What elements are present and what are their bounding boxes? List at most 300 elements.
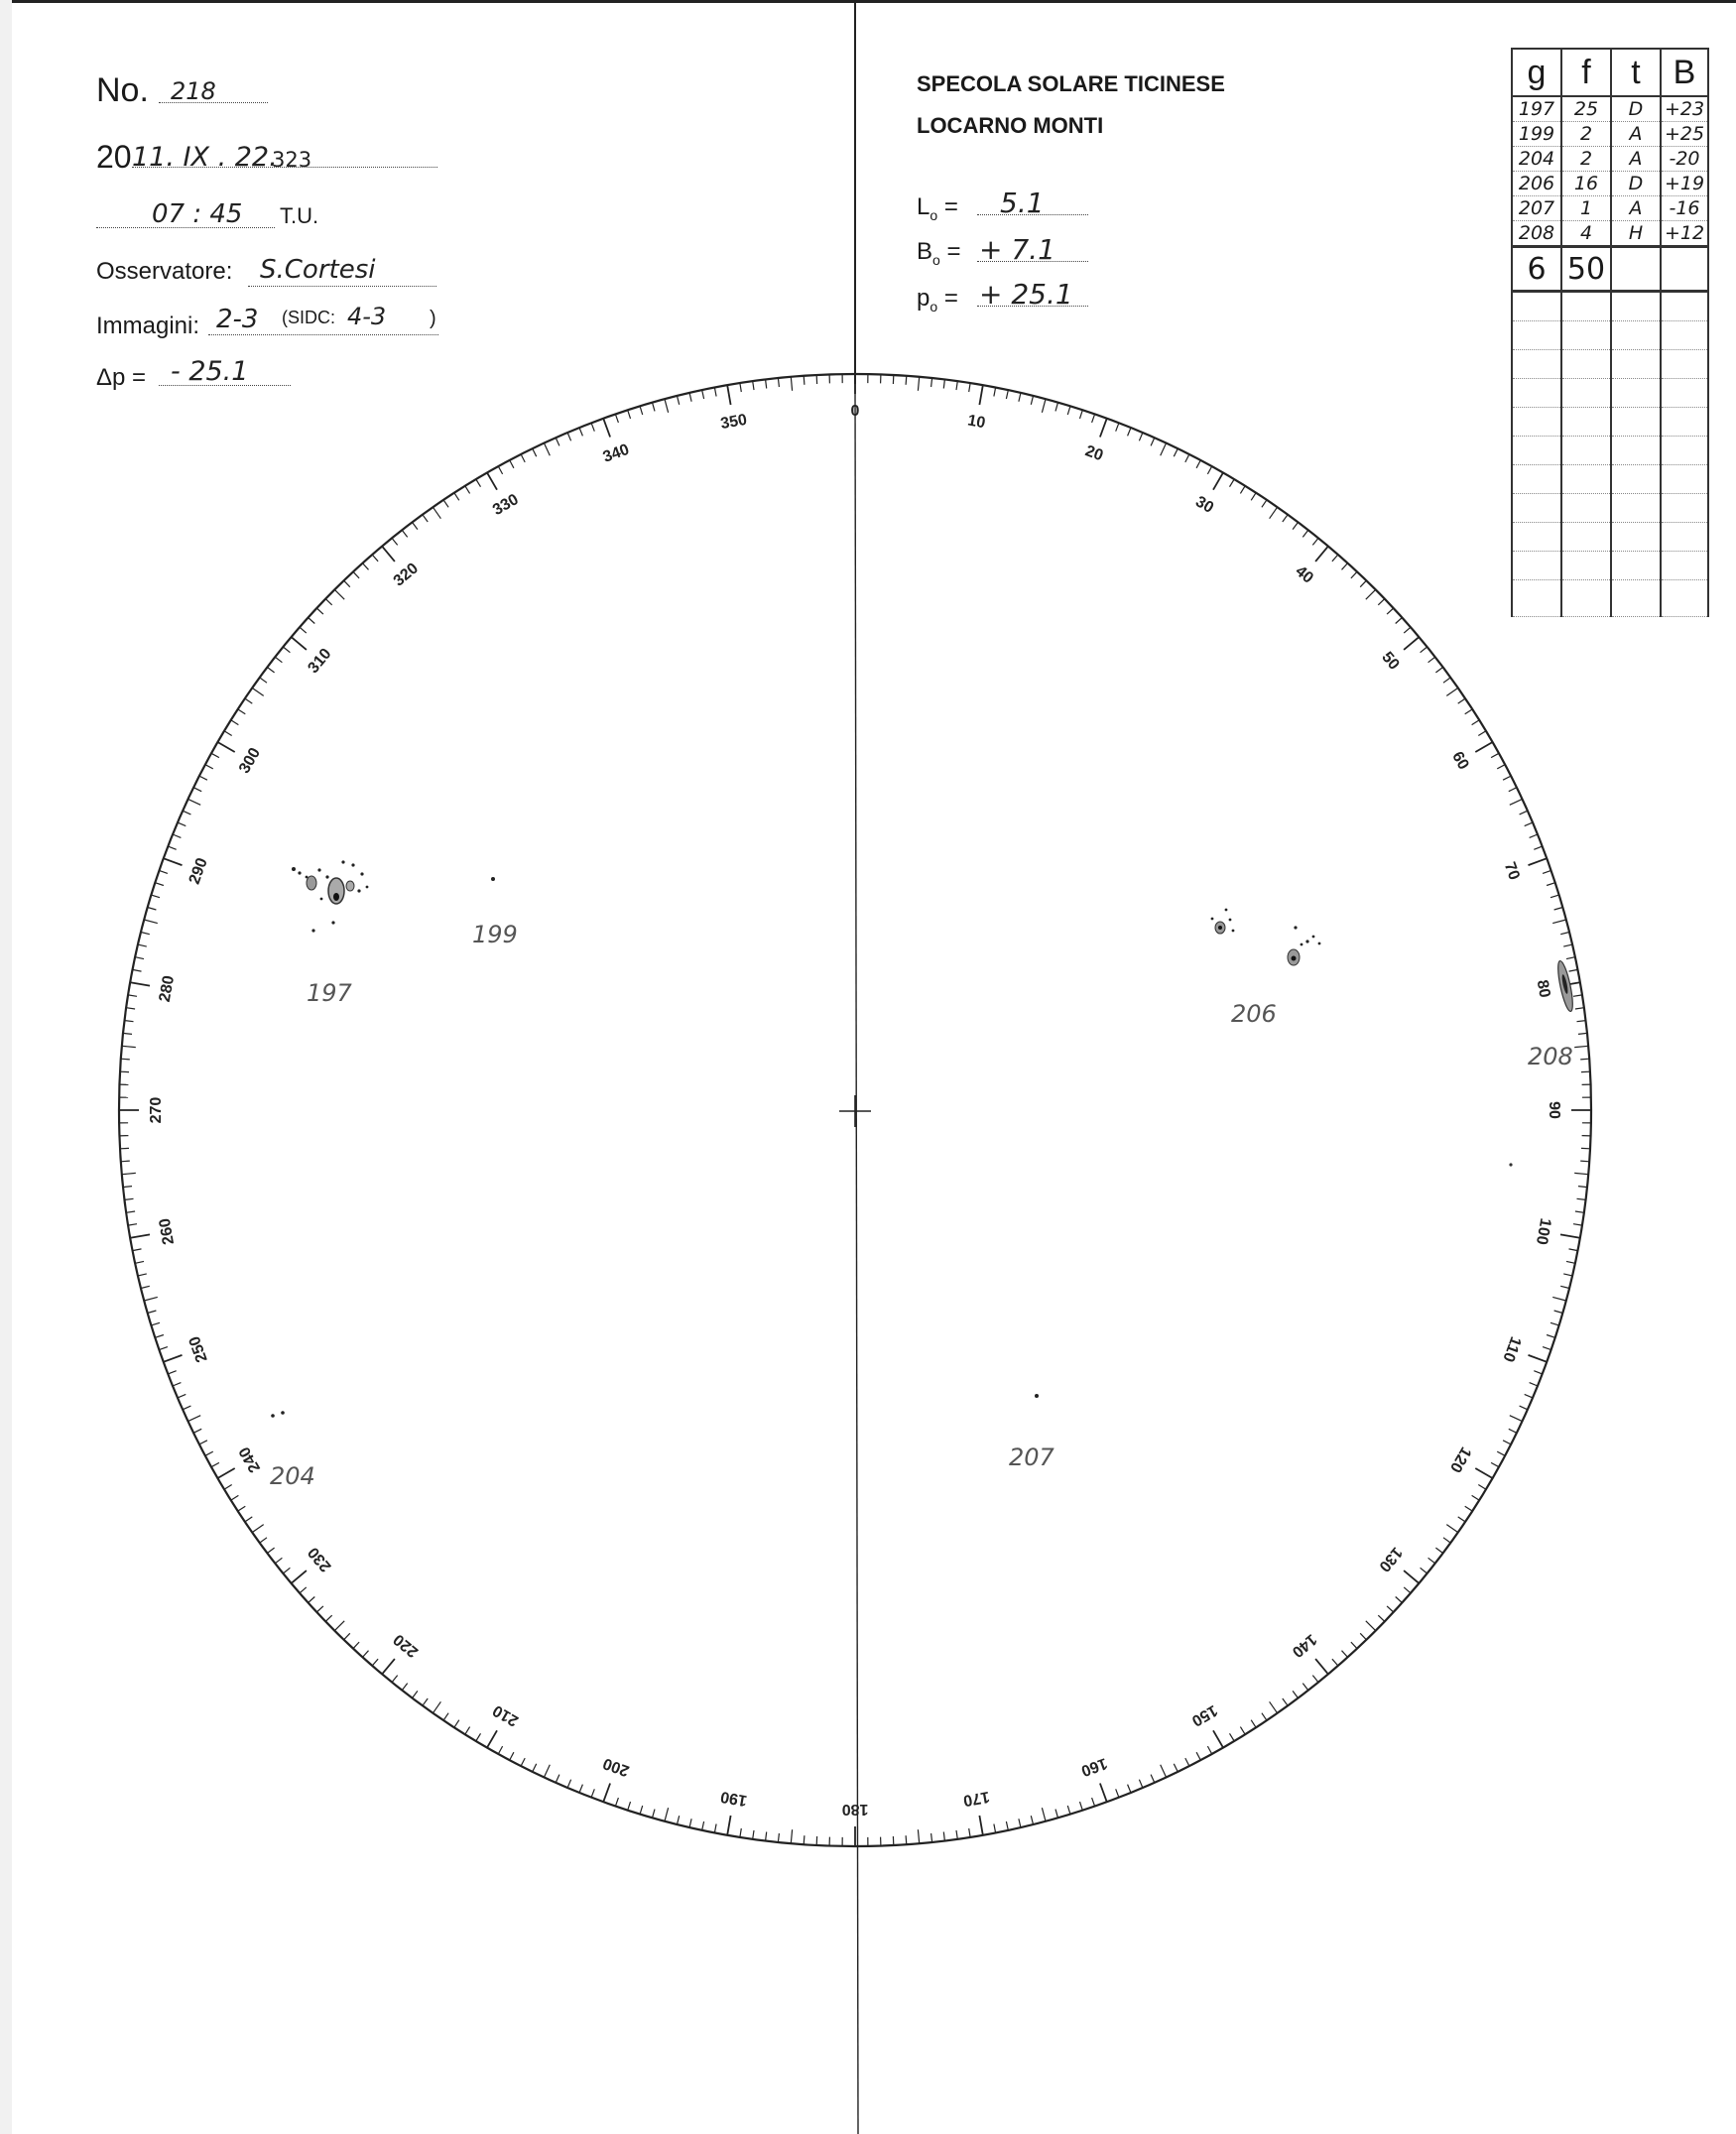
angle-tick: [283, 647, 290, 653]
angle-tick: [969, 383, 970, 392]
angle-tick: [193, 788, 201, 792]
angle-tick: [1366, 1621, 1376, 1631]
angle-tick: [567, 433, 571, 440]
angle-tick: [141, 1286, 150, 1288]
angle-tick: [128, 1224, 137, 1225]
angle-tick: [640, 1806, 643, 1815]
lo-value: 5.1: [1000, 187, 1045, 219]
angle-tick: [1566, 957, 1575, 959]
angle-label: 340: [600, 440, 632, 466]
angle-tick: [1404, 1587, 1411, 1593]
angle-tick: [1302, 1684, 1308, 1691]
angle-tick: [918, 1829, 919, 1843]
angle-tick: [363, 564, 369, 570]
cell-t: H: [1611, 221, 1661, 247]
angle-label: 20: [1082, 442, 1106, 465]
angle-tick: [433, 1701, 440, 1713]
angle-tick: [1067, 406, 1070, 415]
angle-tick: [1554, 1311, 1563, 1314]
angle-label: 280: [156, 974, 179, 1004]
angle-tick: [465, 486, 470, 494]
angle-tick: [1475, 1468, 1492, 1478]
angle-tick: [1161, 443, 1167, 456]
angle-tick: [151, 895, 160, 898]
angle-tick: [231, 1495, 239, 1500]
angle-tick: [1543, 1347, 1551, 1350]
angle-tick: [316, 608, 323, 614]
angle-tick: [1520, 811, 1528, 815]
group-label-208: 208: [1528, 1043, 1573, 1070]
cell-g: 208: [1512, 221, 1561, 247]
angle-label: 170: [961, 1787, 991, 1810]
bo-param: $B_o$ =: [917, 238, 961, 268]
angle-tick: [168, 1371, 176, 1374]
cell-t: D: [1611, 172, 1661, 196]
angle-tick: [178, 1394, 186, 1398]
angle-tick: [344, 1633, 350, 1640]
angle-tick: [382, 1659, 395, 1674]
angle-tick: [791, 1829, 792, 1843]
cell-g: 206: [1512, 172, 1561, 196]
angle-tick: [392, 538, 398, 545]
angle-tick: [1006, 1821, 1008, 1830]
angle-tick: [1196, 1752, 1200, 1760]
date-value: 11. IX . 22.: [132, 142, 278, 173]
angle-tick: [702, 1821, 704, 1830]
angle-tick: [433, 507, 440, 519]
angle-tick: [1031, 396, 1033, 405]
angle-tick: [1547, 1335, 1555, 1338]
angle-tick: [1207, 1746, 1211, 1754]
angle-tick: [130, 982, 150, 985]
angle-tick: [1525, 822, 1533, 826]
angle-tick: [183, 1406, 190, 1410]
angle-tick: [1161, 1765, 1167, 1778]
angle-tick: [300, 1587, 307, 1593]
angle-tick: [1435, 668, 1442, 673]
angle-tick: [159, 870, 168, 873]
angle-tick: [199, 1441, 207, 1444]
angle-tick: [1428, 657, 1435, 663]
angle-tick: [138, 1274, 147, 1276]
angle-tick: [1019, 393, 1021, 402]
angle-tick: [994, 388, 996, 397]
angle-tick: [778, 1833, 779, 1842]
angle-tick: [454, 1720, 459, 1728]
angle-tick: [1491, 753, 1499, 757]
number-value: 218: [171, 77, 216, 105]
angle-label: 270: [148, 1096, 166, 1124]
angle-tick: [1475, 742, 1492, 752]
angle-tick: [476, 479, 481, 487]
sunspot-group-208: [1555, 960, 1576, 1013]
angle-label: 40: [1292, 563, 1316, 587]
angle-tick: [1421, 647, 1427, 653]
angle-tick: [231, 720, 239, 725]
angle-tick: [943, 1832, 944, 1841]
angle-tick: [994, 1824, 996, 1833]
cell-g: 197: [1512, 96, 1561, 122]
angle-tick: [402, 1684, 408, 1691]
angle-tick: [791, 377, 792, 391]
angle-tick: [292, 637, 307, 650]
angle-tick: [1342, 564, 1348, 570]
bo-value: + 7.1: [979, 233, 1055, 266]
angle-tick: [1116, 1789, 1119, 1797]
number-label: No.: [96, 71, 149, 109]
angle-tick: [727, 385, 730, 405]
angle-tick: [413, 522, 418, 529]
angle-tick: [125, 1021, 134, 1022]
angle-tick: [121, 1059, 130, 1060]
angle-tick: [1550, 1322, 1559, 1325]
angle-tick: [753, 1830, 754, 1839]
angle-tick: [1100, 1784, 1107, 1803]
angle-tick: [487, 1730, 497, 1747]
angle-tick: [1573, 1224, 1582, 1225]
angle-tick: [1139, 433, 1143, 440]
angle-tick: [454, 493, 459, 501]
angle-tick: [309, 1597, 315, 1603]
angle-tick: [238, 1506, 246, 1511]
angle-tick: [1055, 403, 1058, 412]
angle-tick: [1575, 1211, 1584, 1212]
angle-tick: [1351, 571, 1357, 578]
angle-tick: [1151, 1775, 1155, 1783]
angle-tick: [1207, 466, 1211, 474]
angle-tick: [188, 799, 201, 805]
angle-tick: [144, 920, 158, 924]
cell-g: 204: [1512, 147, 1561, 172]
angle-tick: [653, 1810, 656, 1819]
angle-label: 110: [1499, 1333, 1525, 1364]
angle-tick: [130, 1234, 150, 1237]
angle-tick: [199, 776, 207, 780]
angle-tick: [1251, 1720, 1256, 1728]
angle-tick: [193, 1429, 201, 1433]
angle-tick: [556, 438, 559, 445]
angle-tick: [1472, 720, 1480, 725]
group-label-204: 204: [270, 1462, 315, 1490]
date-fraction: 323: [272, 148, 312, 172]
angle-tick: [245, 698, 252, 703]
angle-tick: [1396, 618, 1403, 624]
angle-tick: [1443, 1538, 1450, 1543]
angle-tick: [1525, 1394, 1533, 1398]
angle-tick: [1293, 522, 1298, 529]
angle-tick: [702, 390, 704, 399]
cell-b: +23: [1661, 96, 1708, 122]
time-unit: T.U.: [280, 203, 319, 228]
angle-label: 180: [841, 1800, 869, 1818]
sidc-value: 4-3: [347, 303, 387, 330]
cell-t: A: [1611, 196, 1661, 221]
angle-tick: [510, 460, 514, 468]
angle-tick: [665, 1808, 669, 1821]
angle-tick: [1230, 1733, 1235, 1741]
cell-f: 2: [1561, 147, 1611, 172]
angle-tick: [487, 472, 497, 489]
angle-tick: [1530, 1383, 1538, 1386]
angle-tick: [1006, 390, 1008, 399]
sunspot-group-197: [292, 860, 368, 932]
angle-tick: [1128, 428, 1131, 436]
angle-tick: [1262, 1713, 1267, 1720]
angle-tick: [1404, 1570, 1419, 1583]
angle-label: 90: [1545, 1101, 1562, 1119]
angle-tick: [133, 1249, 142, 1251]
angle-label: 80: [1533, 978, 1553, 999]
vertical-axis-line: [855, 384, 858, 2134]
po-label: p: [917, 285, 930, 312]
sunspot-group-204: [271, 1411, 285, 1418]
cell-t: D: [1611, 96, 1661, 122]
angle-label: 240: [236, 1444, 265, 1475]
angle-tick: [1404, 627, 1411, 633]
angle-tick: [678, 1816, 680, 1824]
angle-tick: [943, 380, 944, 389]
angle-tick: [753, 381, 754, 390]
angle-tick: [1019, 1819, 1021, 1827]
angle-tick: [1080, 410, 1083, 419]
angle-tick: [498, 1746, 502, 1754]
angle-label: 330: [490, 491, 522, 520]
angle-tick: [1580, 1059, 1589, 1060]
angle-tick: [267, 668, 274, 673]
angle-tick: [1503, 1441, 1511, 1444]
angle-tick: [1139, 1780, 1143, 1788]
group-label-199: 199: [472, 921, 518, 948]
angle-tick: [148, 1311, 157, 1314]
cell-g: 207: [1512, 196, 1561, 221]
angle-tick: [1510, 799, 1523, 805]
angle-tick: [956, 381, 957, 390]
angle-tick: [1302, 530, 1308, 537]
angle-tick: [714, 388, 716, 397]
angle-tick: [678, 396, 680, 405]
angle-tick: [292, 1570, 307, 1583]
angle-tick: [1580, 1161, 1589, 1162]
angle-tick: [1577, 1021, 1586, 1022]
angle-tick: [1421, 1568, 1427, 1573]
angle-tick: [123, 1033, 132, 1034]
angle-tick: [260, 678, 267, 683]
angle-tick: [1283, 1698, 1288, 1705]
angle-tick: [164, 858, 183, 865]
angle-tick: [1573, 995, 1582, 996]
cell-b: +12: [1661, 221, 1708, 247]
angle-tick: [1446, 688, 1458, 695]
angle-tick: [1478, 731, 1486, 736]
angle-tick: [1509, 788, 1517, 792]
angle-tick: [1251, 493, 1256, 501]
angle-tick: [275, 1558, 282, 1564]
header-b: B: [1661, 49, 1708, 96]
angle-tick: [533, 448, 537, 456]
cell-t: A: [1611, 147, 1661, 172]
angle-tick: [766, 380, 767, 389]
angle-tick: [344, 580, 350, 587]
angle-tick: [579, 428, 582, 436]
angle-tick: [1520, 1406, 1528, 1410]
angle-tick: [325, 1615, 332, 1621]
angle-tick: [224, 1485, 232, 1490]
angle-tick: [252, 1525, 264, 1533]
angle-tick: [1240, 486, 1245, 494]
angle-tick: [1240, 1727, 1245, 1735]
angle-tick: [1230, 479, 1235, 487]
angle-tick: [126, 1211, 135, 1212]
header-f: f: [1561, 49, 1611, 96]
angle-tick: [1332, 1659, 1338, 1666]
angle-tick: [1213, 472, 1223, 489]
angle-tick: [334, 589, 344, 599]
angle-tick: [689, 1819, 691, 1827]
po-sub: o: [930, 298, 938, 314]
images-label: Immagini:: [96, 313, 200, 339]
angle-tick: [579, 1785, 582, 1793]
angle-tick: [155, 1335, 164, 1338]
angle-tick: [168, 846, 176, 849]
cell-b: -16: [1661, 196, 1708, 221]
angle-tick: [363, 1651, 369, 1658]
cell-f: 16: [1561, 172, 1611, 196]
angle-tick: [465, 1727, 470, 1735]
angle-tick: [353, 1642, 359, 1649]
angle-tick: [1554, 908, 1563, 911]
angle-tick: [615, 1798, 618, 1807]
stray-dot: [1509, 1163, 1512, 1166]
angle-tick: [510, 1752, 514, 1760]
angle-tick: [443, 500, 448, 507]
angle-tick: [628, 410, 631, 419]
angle-tick: [804, 1835, 805, 1844]
angle-tick: [443, 1713, 448, 1720]
angle-tick: [1055, 1810, 1058, 1819]
angle-tick: [521, 1758, 525, 1766]
angle-tick: [1128, 1785, 1131, 1793]
angle-tick: [164, 1355, 183, 1362]
angle-tick: [1387, 1606, 1394, 1612]
date-prefix: 20: [96, 139, 132, 175]
angle-tick: [423, 515, 428, 522]
angle-label: 70: [1500, 859, 1523, 883]
bo-label: B: [917, 238, 933, 265]
angle-tick: [804, 376, 805, 385]
angle-tick: [260, 1538, 267, 1543]
angle-tick: [1342, 1651, 1348, 1658]
angle-tick: [144, 1297, 158, 1301]
angle-tick: [1332, 555, 1338, 562]
angle-tick: [918, 377, 919, 391]
angle-tick: [1569, 1249, 1578, 1251]
angle-label: 150: [1188, 1700, 1220, 1729]
angle-tick: [906, 1835, 907, 1844]
sunspot-group-207: [1035, 1394, 1039, 1398]
angle-tick: [300, 627, 307, 633]
angle-tick: [1543, 870, 1551, 873]
angle-tick: [1283, 515, 1288, 522]
angle-label: 350: [719, 411, 749, 434]
angle-tick: [413, 1691, 418, 1697]
angle-tick: [1574, 1046, 1588, 1047]
sunspot-group-199: [491, 877, 495, 881]
angle-tick: [128, 995, 137, 996]
angle-tick: [603, 1784, 610, 1803]
angle-tick: [173, 1383, 181, 1386]
angle-tick: [1472, 1495, 1480, 1500]
angle-tick: [665, 399, 669, 413]
angle-tick: [1360, 1633, 1366, 1640]
angle-label: 30: [1192, 493, 1217, 517]
angle-tick: [238, 709, 246, 714]
angle-tick: [173, 834, 181, 837]
angle-tick: [122, 1173, 136, 1174]
angle-tick: [1529, 1355, 1548, 1362]
angle-tick: [1293, 1691, 1298, 1697]
angle-tick: [148, 908, 157, 911]
angle-tick: [931, 1833, 932, 1842]
angle-tick: [1530, 834, 1538, 837]
lo-sub: o: [930, 206, 938, 223]
angle-tick: [159, 1347, 168, 1350]
angle-tick: [1067, 1806, 1070, 1815]
angle-tick: [766, 1832, 767, 1841]
angle-tick: [1387, 608, 1394, 614]
angle-label: 300: [236, 745, 265, 777]
angle-tick: [252, 688, 264, 695]
angle-tick: [138, 944, 147, 946]
angle-tick: [1578, 1187, 1587, 1188]
delta-p-value: - 25.1: [171, 356, 249, 387]
angle-tick: [217, 742, 234, 752]
angle-tick: [141, 933, 150, 935]
total-f: 50: [1561, 247, 1611, 292]
angle-label: 250: [186, 1333, 211, 1365]
po-value: + 25.1: [979, 278, 1073, 311]
angle-label: 100: [1532, 1216, 1554, 1246]
angle-tick: [778, 378, 779, 387]
angle-tick: [979, 1816, 982, 1835]
angle-label: 220: [390, 1630, 423, 1661]
angle-tick: [1458, 698, 1465, 703]
angle-tick: [1312, 538, 1318, 545]
angle-tick: [714, 1824, 716, 1833]
angle-tick: [544, 443, 550, 456]
angle-tick: [1566, 1261, 1575, 1263]
angle-label: 230: [305, 1543, 335, 1575]
angle-tick: [1574, 1173, 1588, 1174]
angle-tick: [353, 571, 359, 578]
angle-tick: [740, 1828, 741, 1837]
angle-tick: [1458, 1517, 1465, 1522]
angle-tick: [1534, 846, 1542, 849]
angle-label: 0: [850, 403, 860, 421]
angle-label: 120: [1445, 1444, 1474, 1475]
angle-label: 130: [1375, 1543, 1406, 1575]
delta-p-label: Δp =: [96, 364, 147, 391]
angle-tick: [956, 1830, 957, 1839]
angle-tick: [135, 1261, 144, 1263]
group-label-206: 206: [1231, 1000, 1277, 1028]
cell-f: 1: [1561, 196, 1611, 221]
angle-tick: [1185, 454, 1189, 462]
observer-value: S.Cortesi: [260, 255, 376, 285]
angle-tick: [1497, 1451, 1505, 1455]
angle-tick: [267, 1548, 274, 1553]
total-g: 6: [1512, 247, 1561, 292]
header-g: g: [1512, 49, 1561, 96]
